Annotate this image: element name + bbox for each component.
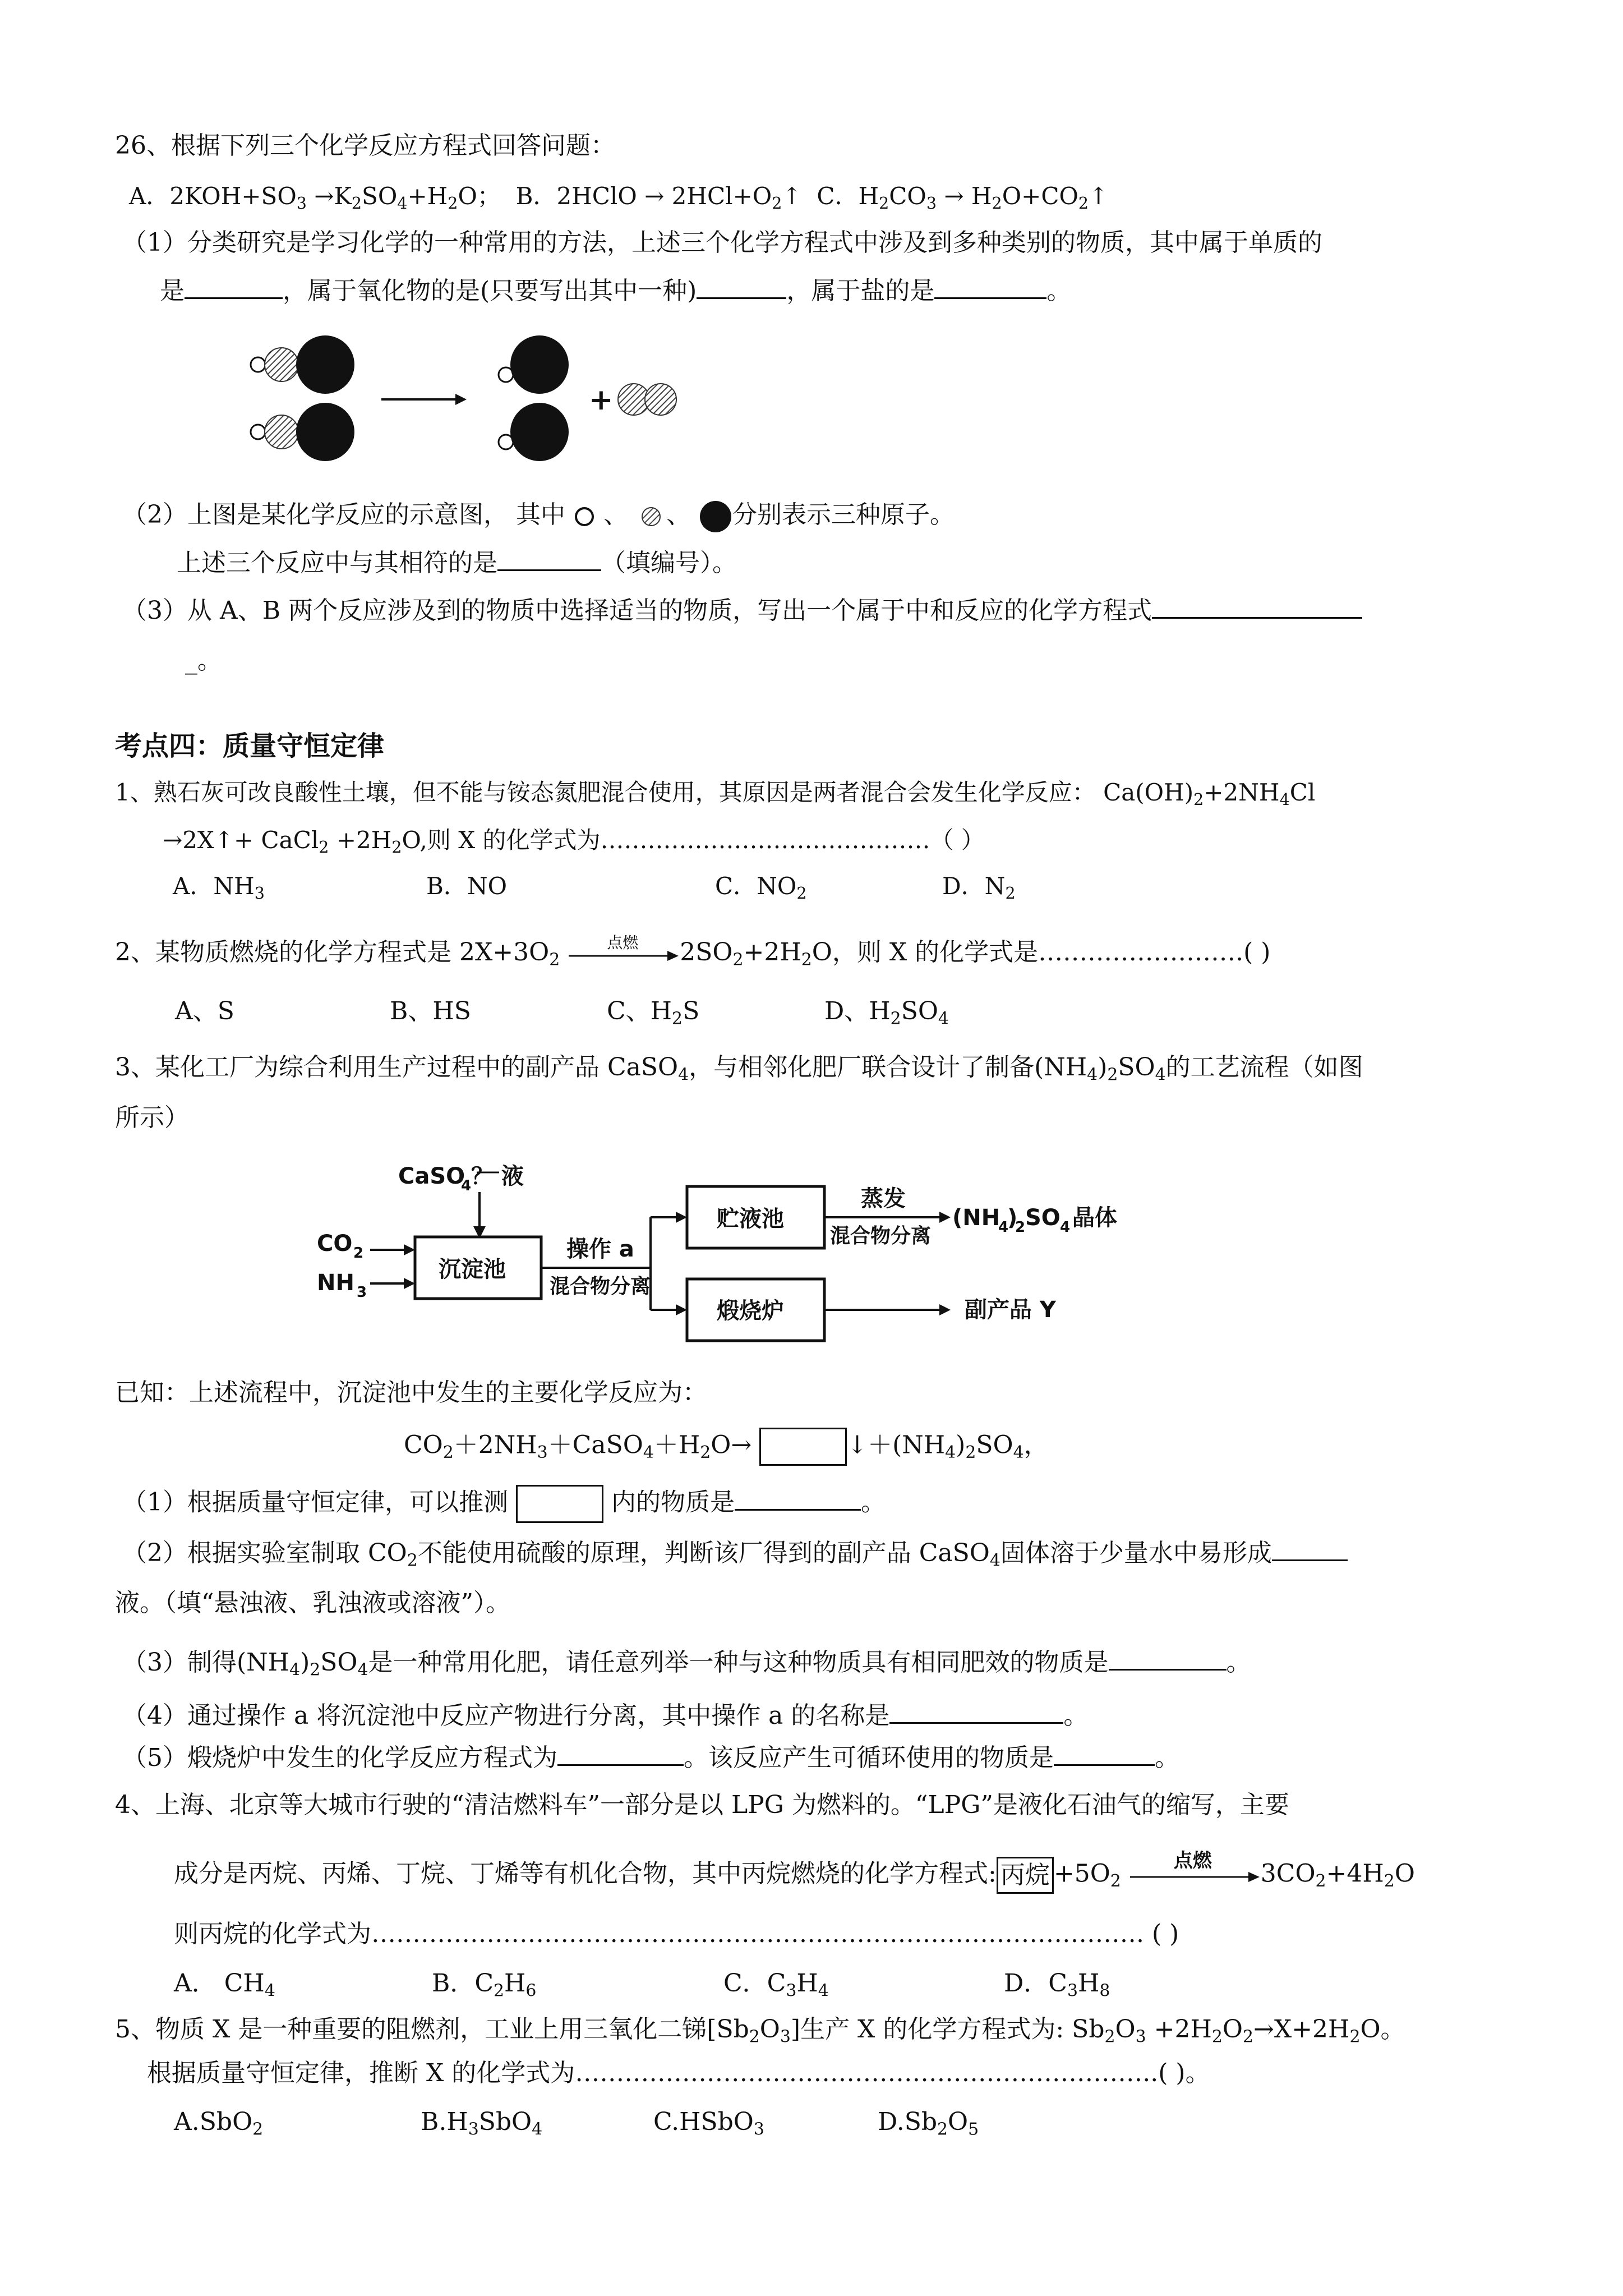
flow-input-co2: CO [317,1231,353,1257]
q4-line1: 4、上海、北京等大城市行驶的“清洁燃料车”一部分是以 LPG 为燃料的。“LPG”是液化石油气的缩写，主要 [115,1791,1289,1819]
svg-text:): ) [1007,1205,1018,1231]
answer-blank[interactable] [1054,1742,1155,1766]
q4-option-a[interactable]: A． $CH_4$ [174,1969,275,2001]
q26-part2-line1: （2）上图是某化学反应的示意图， 其中 、 、 分别表示三种原子。 [122,499,955,533]
answer-blank[interactable] [557,1742,684,1766]
q26-part3-line1: （3）从 A、B 两个反应涉及到的物质中选择适当的物质，写出一个属于中和反应的化学方程式 [122,595,1362,627]
answer-blank[interactable] [1109,1646,1227,1671]
q1-option-c[interactable]: C．$NO_2$ [715,872,807,903]
svg-text:+: + [589,383,614,417]
q4-line3: 则丙烷的化学式为…………………………………………………………………………………. ( ) [174,1920,1179,1948]
q26-part1-line2: 是 ，属于氧化物的是(只要写出其中一种) ，属于盐的是 。 [160,275,1071,307]
propane-box: 丙烷 [997,1857,1054,1894]
section-title: 考点四：质量守恒定律 [115,730,385,762]
reactant-molecule-1 [251,335,354,394]
ignite-arrow: 点燃 [568,943,680,965]
ignite-arrow: 点燃 [1129,1864,1261,1887]
q3-equation: $CO_2+2NH_3+CaSO_4+H_2O\to$ $↓+(NH_4)_2SO_4$， [404,1428,1049,1469]
q26-reactions: A．$2KOH+SO_3 \to K_2SO_4+H_2O$； B．2HClO → $2HCl+O_2↑$ C．$H_2CO_3$ → $H_2O+CO_2↑$ [129,182,1109,213]
equation-blank-box[interactable] [759,1428,847,1466]
q1-line1: 1、熟石灰可改良酸性土壤，但不能与铵态氮肥混合使用，其原因是两者混合会发生化学反应： $Ca(OH)_2+2NH_4Cl$ [115,779,1316,809]
reactant-molecule-2 [251,403,354,461]
answer-blank[interactable] [1152,595,1362,619]
q3-part5: （5）煅烧炉中发生的化学反应方程式为 。该反应产生可循环使用的物质是 。 [122,1742,1179,1774]
q1-option-a[interactable]: A．$NH_3$ [173,872,265,903]
flow-op-a-sub: 混合物分离 [550,1275,651,1298]
flow-byproduct: 副产品 Y [965,1297,1056,1323]
q26-part1-line1: （1）分类研究是学习化学的一种常用的方法，上述三个化学方程式中涉及到多种类别的物质，其中属于单质的 [122,228,1322,257]
q3-line1: 3、某化工厂为综合利用生产过程中的副产品 CaSO$_4$，与相邻化肥厂联合设计了制备$(NH_4)_2SO_4$的工艺流程（如图 [115,1053,1363,1085]
white-atom-icon [573,505,603,528]
product-molecule-1 [499,335,569,394]
q2-option-a[interactable]: A、S [175,997,234,1025]
svg-text:2: 2 [1015,1219,1026,1236]
svg-text:2: 2 [353,1245,364,1262]
q2-line: 2、某物质燃烧的化学方程式是 $2X+3O_2$ 点燃 $2SO_2+2H_2O$，则 X 的化学式是…………………….( ) [115,933,1271,970]
q1-line2: →2X↑+ CaCl$_2$ $+2H_2O$,则 X 的化学式为……………………………………（ ） [163,826,985,857]
svg-text:晶体: 晶体 [1072,1205,1117,1231]
flow-evaporate-sub: 混合物分离 [830,1225,932,1248]
q1-option-b[interactable]: B．NO [426,872,508,900]
reaction-molecule-diagram [247,331,707,477]
q4-option-c[interactable]: C．$C_3H_4$ [723,1969,829,2001]
flow-product: (NH [952,1205,1000,1231]
q4-line2: 成分是丙烷、丙烯、丁烷、丁烯等有机化合物，其中丙烷燃烧的化学方程式: 丙烷 $+5O_2$ 点燃 $3CO_2+4H_2O$ [174,1857,1415,1897]
q26-part2-line2: 上述三个反应中与其相符的是 （填编号）。 [177,547,737,579]
flow-evaporate: 蒸发 [861,1186,906,1212]
q3-part4: （4）通过操作 a 将沉淀池中反应产物进行分离，其中操作 a 的名称是 。 [122,1700,1088,1732]
product-molecule-2 [499,403,569,461]
q2-option-c[interactable]: C、$H_2S$ [607,997,700,1029]
q2-option-d[interactable]: D、$H_2SO_4$ [824,997,949,1029]
q5-option-c[interactable]: C.HSbO$_3$ [653,2108,764,2139]
flow-settling-tank-label: 沉淀池 [439,1257,506,1282]
q3-part2-line1: （2）根据实验室制取 $CO_2$不能使用硫酸的原理，判断该厂得到的副产品 CaSO$_4$固体溶于少量水中易形成 [122,1537,1348,1576]
process-flow-diagram [314,1150,1178,1358]
q3-part1: （1）根据质量守恒定律，可以推测 内的物质是 。 [122,1485,886,1523]
q5-option-b[interactable]: $B.H_3SbO_4$ [421,2108,543,2139]
q2-option-b[interactable]: B、HS [390,997,471,1025]
reaction-arrow [381,394,467,405]
svg-text:4: 4 [1060,1219,1071,1236]
equation-blank-box-ref [516,1485,603,1523]
flow-furnace-label: 煅烧炉 [717,1298,784,1324]
flow-input-liquid: ？ 液 [471,1163,524,1189]
answer-blank[interactable] [934,275,1046,299]
q3-line2: 所示） [115,1103,189,1132]
answer-blank[interactable] [1272,1537,1348,1561]
q5-option-a[interactable]: A.SbO$_2$ [174,2108,264,2139]
q3-part2-line2: 液。（填“悬浊液、乳浊液或溶液”）。 [115,1589,510,1617]
hatched-atom-icon [636,505,666,528]
q5-line1: 5、物质 X 是一种重要的阻燃剂，工业上用三氧化二锑$[Sb_2O_3]$生产 X 的化学方程式为: $Sb_2O_3 +2H_2O_2\to X+2H_2O$。 [115,2015,1405,2047]
answer-blank[interactable] [497,547,601,571]
answer-blank[interactable] [889,1700,1063,1724]
flow-op-a: 操作 a [566,1236,634,1262]
answer-blank[interactable] [735,1487,861,1511]
flow-input-nh3: NH [317,1270,354,1296]
q4-option-b[interactable]: B．$C_2H_6$ [432,1969,537,2001]
answer-blank[interactable] [697,275,786,299]
svg-text:4: 4 [461,1177,472,1194]
q3-known: 已知：上述流程中，沉淀池中发生的主要化学反应为： [115,1378,707,1407]
q26-part3-line2: _。 [185,646,222,675]
flow-input-caso4: CaSO [398,1163,465,1189]
svg-text:4: 4 [998,1219,1009,1236]
q5-option-d[interactable]: $D.Sb_2O_5$ [878,2108,979,2139]
svg-text:SO: SO [1025,1205,1061,1231]
product-molecule-3 [618,384,676,415]
q5-line2: 根据质量守恒定律，推断 X 的化学式为……………………………………………………………..( )。 [147,2059,1210,2087]
svg-text:3: 3 [357,1284,367,1301]
q4-option-d[interactable]: D．$C_3H_8$ [1004,1969,1110,2001]
flow-storage-tank-label: 贮液池 [717,1206,784,1232]
answer-blank[interactable] [185,275,283,299]
black-atom-icon [699,500,732,533]
q3-part3: （3）制得$(NH_4)_2SO_4$是一种常用化肥，请任意列举一种与这种物质具有相同肥效的物质是 。 [122,1646,1251,1686]
q26-title: 26、根据下列三个化学反应方程式回答问题： [115,131,615,160]
q1-option-d[interactable]: D．$N_2$ [942,872,1016,903]
